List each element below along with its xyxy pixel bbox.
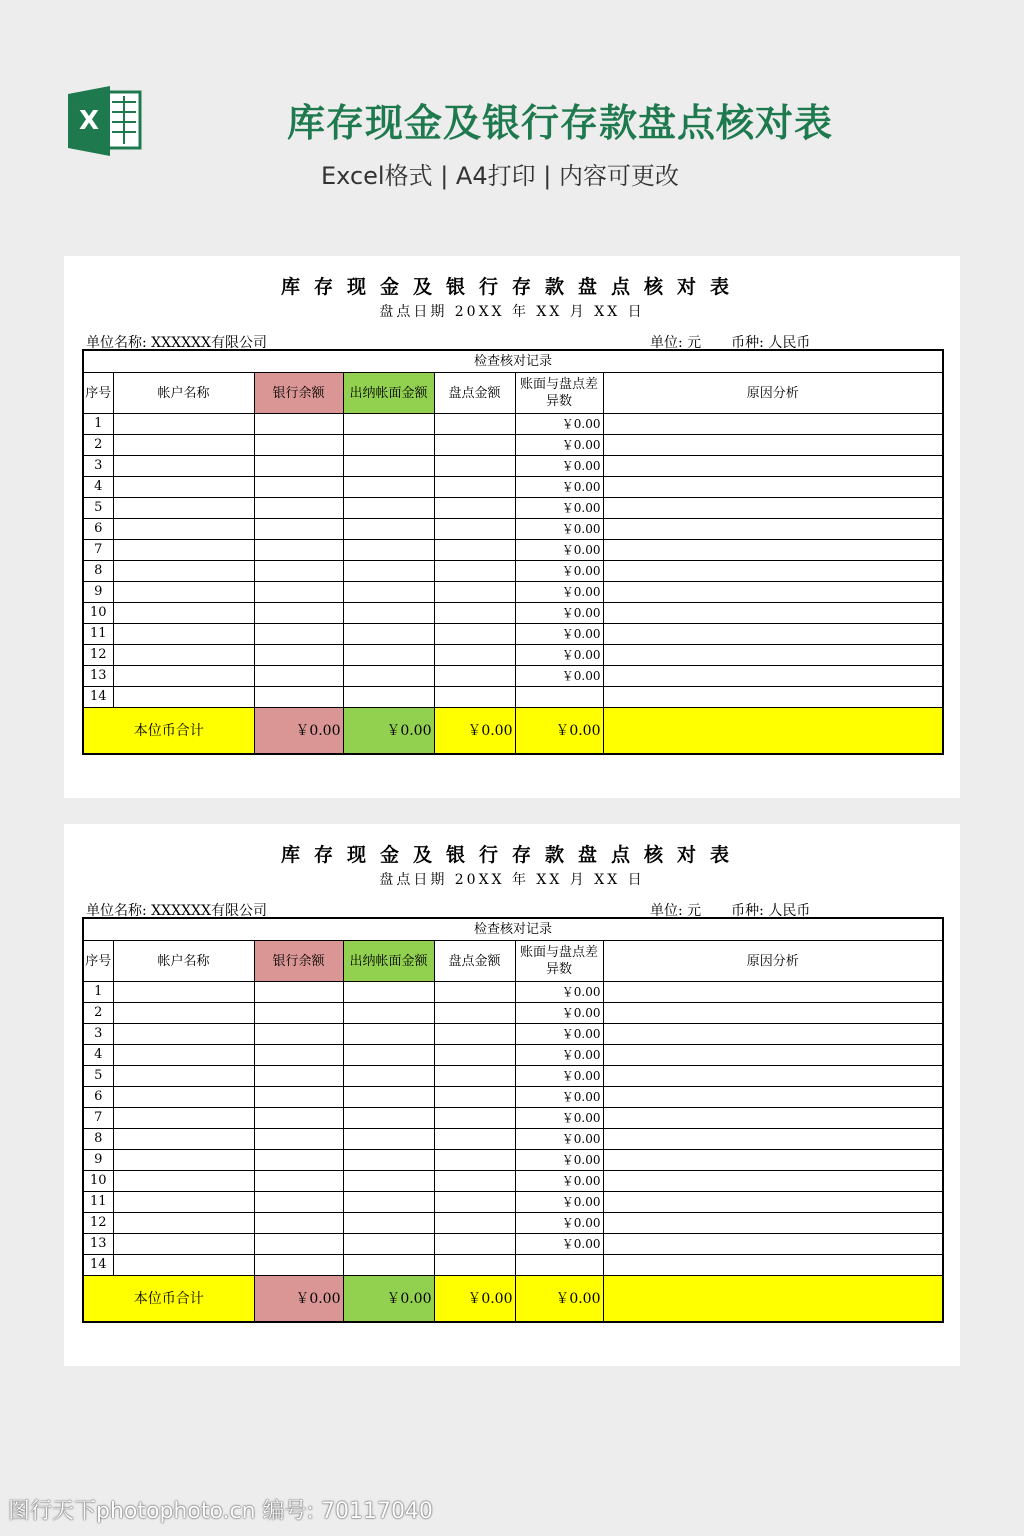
bank-balance-cell[interactable] (254, 1234, 343, 1255)
bank-balance-cell[interactable] (254, 1108, 343, 1129)
cashier-amount-cell[interactable] (343, 687, 434, 708)
caption-row (83, 918, 943, 941)
table-row (83, 1150, 943, 1171)
diff-cell: ￥0.00 (515, 1003, 603, 1024)
bank-balance-cell[interactable] (254, 1213, 343, 1234)
table-row (83, 414, 943, 435)
cashier-amount-cell[interactable] (343, 1213, 434, 1234)
cashier-amount-cell[interactable] (343, 1087, 434, 1108)
row-number: 4 (83, 1045, 113, 1066)
diff-cell: ￥0.00 (515, 1087, 603, 1108)
bank-balance-cell[interactable] (254, 456, 343, 477)
bank-balance-cell[interactable] (254, 1171, 343, 1192)
col-bank-header: 银行余额 (254, 941, 343, 982)
diff-cell: ￥0.00 (515, 1108, 603, 1129)
reconciliation-table (82, 917, 944, 1323)
count-amount-cell[interactable] (434, 687, 515, 708)
sheet-title: 库存现金及银行存款盘点核对表 (280, 276, 743, 298)
reason-cell[interactable] (603, 1213, 943, 1234)
diff-cell: ￥0.00 (515, 1171, 603, 1192)
diff-cell: ￥0.00 (515, 1024, 603, 1045)
account-cell[interactable] (113, 1045, 254, 1066)
account-cell[interactable] (113, 1234, 254, 1255)
bank-balance-cell[interactable] (254, 645, 343, 666)
account-cell[interactable] (113, 1150, 254, 1171)
col-diff-header: 账面与盘点差异数 (515, 941, 603, 982)
cashier-amount-cell[interactable] (343, 1003, 434, 1024)
row-number: 1 (83, 982, 113, 1003)
count-amount-cell[interactable] (434, 414, 515, 435)
header-row (83, 373, 943, 414)
table-row (83, 624, 943, 645)
bank-balance-cell[interactable] (254, 414, 343, 435)
bank-balance-cell[interactable] (254, 687, 343, 708)
page-subtitle: Excel格式 | A4打印 | 内容可更改 (321, 162, 679, 190)
count-amount-cell[interactable] (434, 1213, 515, 1234)
table-row (83, 1129, 943, 1150)
diff-cell: ￥0.00 (515, 666, 603, 687)
sheet-date-line: 盘点日期 20XX 年 XX 月 XX 日 (379, 304, 645, 320)
col-reason-header: 原因分析 (603, 373, 943, 414)
cashier-amount-cell[interactable] (343, 1150, 434, 1171)
total-row (83, 1276, 943, 1323)
table-row (83, 582, 943, 603)
col-account-header: 帐户名称 (113, 941, 254, 982)
table-row (83, 498, 943, 519)
row-number: 13 (83, 666, 113, 687)
total-reason (603, 1276, 943, 1323)
bank-balance-cell[interactable] (254, 1192, 343, 1213)
table-row (83, 1234, 943, 1255)
reason-cell[interactable] (603, 519, 943, 540)
row-number: 14 (83, 1255, 113, 1276)
cashier-amount-cell[interactable] (343, 1129, 434, 1150)
col-cashier-header: 出纳帐面金额 (343, 941, 434, 982)
reason-cell[interactable] (603, 624, 943, 645)
reason-cell[interactable] (603, 477, 943, 498)
account-cell[interactable] (113, 982, 254, 1003)
col-bank-header: 银行余额 (254, 373, 343, 414)
cashier-amount-cell[interactable] (343, 582, 434, 603)
count-amount-cell[interactable] (434, 603, 515, 624)
row-number: 2 (83, 1003, 113, 1024)
reason-cell[interactable] (603, 1171, 943, 1192)
unit-name: 单位名称: XXXXXX有限公司 (86, 903, 267, 919)
diff-cell: ￥0.00 (515, 435, 603, 456)
row-number: 11 (83, 1192, 113, 1213)
count-amount-cell[interactable] (434, 561, 515, 582)
table-row (83, 1003, 943, 1024)
table-row (83, 1171, 943, 1192)
reason-cell[interactable] (603, 582, 943, 603)
bank-balance-cell[interactable] (254, 1150, 343, 1171)
cashier-amount-cell[interactable] (343, 477, 434, 498)
table-caption: 检查核对记录 (83, 350, 943, 373)
count-amount-cell[interactable] (434, 1234, 515, 1255)
reason-cell[interactable] (603, 687, 943, 708)
diff-cell (515, 687, 603, 708)
total-count: ￥0.00 (434, 1276, 515, 1323)
account-cell[interactable] (113, 666, 254, 687)
col-no-header: 序号 (83, 941, 113, 982)
row-number: 12 (83, 1213, 113, 1234)
page-title: 库存现金及银行存款盘点核对表 (286, 101, 833, 145)
row-number: 3 (83, 1024, 113, 1045)
table-row (83, 1066, 943, 1087)
reconciliation-table (82, 349, 944, 755)
table-row (83, 645, 943, 666)
diff-cell: ￥0.00 (515, 645, 603, 666)
count-amount-cell[interactable] (434, 435, 515, 456)
count-amount-cell[interactable] (434, 582, 515, 603)
table-row (83, 1024, 943, 1045)
total-cashier: ￥0.00 (343, 1276, 434, 1323)
table-row (83, 435, 943, 456)
count-amount-cell[interactable] (434, 1108, 515, 1129)
row-number: 4 (83, 477, 113, 498)
bank-balance-cell[interactable] (254, 582, 343, 603)
bank-balance-cell[interactable] (254, 603, 343, 624)
page-header (0, 0, 1024, 230)
diff-cell: ￥0.00 (515, 1192, 603, 1213)
account-cell[interactable] (113, 687, 254, 708)
count-amount-cell[interactable] (434, 666, 515, 687)
row-number: 9 (83, 582, 113, 603)
col-no-header: 序号 (83, 373, 113, 414)
count-amount-cell[interactable] (434, 1150, 515, 1171)
row-number: 8 (83, 1129, 113, 1150)
reason-cell[interactable] (603, 1129, 943, 1150)
row-number: 14 (83, 687, 113, 708)
table-row (83, 1213, 943, 1234)
count-amount-cell[interactable] (434, 1066, 515, 1087)
reason-cell[interactable] (603, 1066, 943, 1087)
total-reason (603, 708, 943, 755)
bank-balance-cell[interactable] (254, 982, 343, 1003)
table-row (83, 477, 943, 498)
reason-cell[interactable] (603, 1003, 943, 1024)
row-number: 5 (83, 498, 113, 519)
count-amount-cell[interactable] (434, 456, 515, 477)
table-row (83, 519, 943, 540)
account-cell[interactable] (113, 435, 254, 456)
reason-cell[interactable] (603, 456, 943, 477)
bank-balance-cell[interactable] (254, 477, 343, 498)
row-number: 9 (83, 1150, 113, 1171)
diff-cell (515, 1255, 603, 1276)
total-diff: ￥0.00 (515, 708, 603, 755)
cashier-amount-cell[interactable] (343, 1192, 434, 1213)
count-amount-cell[interactable] (434, 624, 515, 645)
bank-balance-cell[interactable] (254, 1129, 343, 1150)
table-row (83, 1255, 943, 1276)
col-count-header: 盘点金额 (434, 373, 515, 414)
count-amount-cell[interactable] (434, 1192, 515, 1213)
count-amount-cell[interactable] (434, 1003, 515, 1024)
account-cell[interactable] (113, 1129, 254, 1150)
diff-cell: ￥0.00 (515, 982, 603, 1003)
unit-label: 单位: 元 (650, 335, 702, 351)
account-cell[interactable] (113, 624, 254, 645)
table-caption: 检查核对记录 (83, 918, 943, 941)
total-bank: ￥0.00 (254, 708, 343, 755)
table-row (83, 982, 943, 1003)
unit-name: 单位名称: XXXXXX有限公司 (86, 335, 267, 351)
count-amount-cell[interactable] (434, 519, 515, 540)
cashier-amount-cell[interactable] (343, 540, 434, 561)
sheet-1 (64, 256, 960, 798)
bank-balance-cell[interactable] (254, 498, 343, 519)
table-row (83, 666, 943, 687)
count-amount-cell[interactable] (434, 982, 515, 1003)
reason-cell[interactable] (603, 666, 943, 687)
diff-cell: ￥0.00 (515, 1129, 603, 1150)
diff-cell: ￥0.00 (515, 1234, 603, 1255)
cashier-amount-cell[interactable] (343, 645, 434, 666)
count-amount-cell[interactable] (434, 1045, 515, 1066)
account-cell[interactable] (113, 1024, 254, 1045)
table-row (83, 603, 943, 624)
reason-cell[interactable] (603, 1045, 943, 1066)
account-cell[interactable] (113, 519, 254, 540)
total-label: 本位币合计 (83, 708, 254, 755)
row-number: 13 (83, 1234, 113, 1255)
col-cashier-header: 出纳帐面金额 (343, 373, 434, 414)
cashier-amount-cell[interactable] (343, 435, 434, 456)
reason-cell[interactable] (603, 1150, 943, 1171)
count-amount-cell[interactable] (434, 540, 515, 561)
cashier-amount-cell[interactable] (343, 456, 434, 477)
reason-cell[interactable] (603, 498, 943, 519)
excel-icon (68, 86, 142, 156)
account-cell[interactable] (113, 1213, 254, 1234)
account-cell[interactable] (113, 414, 254, 435)
diff-cell: ￥0.00 (515, 1213, 603, 1234)
reason-cell[interactable] (603, 1234, 943, 1255)
account-cell[interactable] (113, 1108, 254, 1129)
diff-cell: ￥0.00 (515, 540, 603, 561)
table-row (83, 1087, 943, 1108)
reason-cell[interactable] (603, 1087, 943, 1108)
table-row (83, 1108, 943, 1129)
count-amount-cell[interactable] (434, 645, 515, 666)
sheet-title: 库存现金及银行存款盘点核对表 (280, 844, 743, 866)
total-diff: ￥0.00 (515, 1276, 603, 1323)
bank-balance-cell[interactable] (254, 666, 343, 687)
account-cell[interactable] (113, 1066, 254, 1087)
diff-cell: ￥0.00 (515, 519, 603, 540)
col-reason-header: 原因分析 (603, 941, 943, 982)
reason-cell[interactable] (603, 1108, 943, 1129)
bank-balance-cell[interactable] (254, 540, 343, 561)
reason-cell[interactable] (603, 435, 943, 456)
svg-text:X: X (78, 106, 100, 136)
account-cell[interactable] (113, 1087, 254, 1108)
account-cell[interactable] (113, 498, 254, 519)
count-amount-cell[interactable] (434, 1171, 515, 1192)
sheet-date-line: 盘点日期 20XX 年 XX 月 XX 日 (379, 872, 645, 888)
diff-cell: ￥0.00 (515, 477, 603, 498)
header-row (83, 941, 943, 982)
account-cell[interactable] (113, 1192, 254, 1213)
cashier-amount-cell[interactable] (343, 982, 434, 1003)
row-number: 12 (83, 645, 113, 666)
diff-cell: ￥0.00 (515, 456, 603, 477)
row-number: 2 (83, 435, 113, 456)
cashier-amount-cell[interactable] (343, 1171, 434, 1192)
bank-balance-cell[interactable] (254, 561, 343, 582)
account-cell[interactable] (113, 603, 254, 624)
account-cell[interactable] (113, 1255, 254, 1276)
reason-cell[interactable] (603, 645, 943, 666)
diff-cell: ￥0.00 (515, 1045, 603, 1066)
row-number: 1 (83, 414, 113, 435)
total-label: 本位币合计 (83, 1276, 254, 1323)
cashier-amount-cell[interactable] (343, 1255, 434, 1276)
bank-balance-cell[interactable] (254, 1255, 343, 1276)
diff-cell: ￥0.00 (515, 603, 603, 624)
diff-cell: ￥0.00 (515, 624, 603, 645)
count-amount-cell[interactable] (434, 1087, 515, 1108)
reason-cell[interactable] (603, 1255, 943, 1276)
bank-balance-cell[interactable] (254, 519, 343, 540)
table-row (83, 1192, 943, 1213)
total-cashier: ￥0.00 (343, 708, 434, 755)
total-row (83, 708, 943, 755)
bank-balance-cell[interactable] (254, 1003, 343, 1024)
table-row (83, 687, 943, 708)
table-row (83, 540, 943, 561)
reason-cell[interactable] (603, 1192, 943, 1213)
table-row (83, 456, 943, 477)
row-number: 10 (83, 603, 113, 624)
diff-cell: ￥0.00 (515, 498, 603, 519)
bank-balance-cell[interactable] (254, 1066, 343, 1087)
account-cell[interactable] (113, 456, 254, 477)
account-cell[interactable] (113, 477, 254, 498)
bank-balance-cell[interactable] (254, 1087, 343, 1108)
account-cell[interactable] (113, 561, 254, 582)
cashier-amount-cell[interactable] (343, 603, 434, 624)
row-number: 8 (83, 561, 113, 582)
cashier-amount-cell[interactable] (343, 666, 434, 687)
row-number: 3 (83, 456, 113, 477)
account-cell[interactable] (113, 1003, 254, 1024)
row-number: 7 (83, 540, 113, 561)
count-amount-cell[interactable] (434, 1129, 515, 1150)
reason-cell[interactable] (603, 414, 943, 435)
row-number: 10 (83, 1171, 113, 1192)
reason-cell[interactable] (603, 603, 943, 624)
cashier-amount-cell[interactable] (343, 561, 434, 582)
cashier-amount-cell[interactable] (343, 1234, 434, 1255)
col-account-header: 帐户名称 (113, 373, 254, 414)
diff-cell: ￥0.00 (515, 561, 603, 582)
count-amount-cell[interactable] (434, 498, 515, 519)
currency-label: 币种: 人民币 (731, 335, 811, 351)
col-count-header: 盘点金额 (434, 941, 515, 982)
account-cell[interactable] (113, 645, 254, 666)
total-count: ￥0.00 (434, 708, 515, 755)
bank-balance-cell[interactable] (254, 435, 343, 456)
cashier-amount-cell[interactable] (343, 519, 434, 540)
reason-cell[interactable] (603, 561, 943, 582)
col-diff-header: 账面与盘点差异数 (515, 373, 603, 414)
row-number: 6 (83, 519, 113, 540)
row-number: 7 (83, 1108, 113, 1129)
diff-cell: ￥0.00 (515, 582, 603, 603)
cashier-amount-cell[interactable] (343, 624, 434, 645)
cashier-amount-cell[interactable] (343, 414, 434, 435)
cashier-amount-cell[interactable] (343, 1108, 434, 1129)
cashier-amount-cell[interactable] (343, 1045, 434, 1066)
row-number: 5 (83, 1066, 113, 1087)
cashier-amount-cell[interactable] (343, 1024, 434, 1045)
diff-cell: ￥0.00 (515, 1066, 603, 1087)
row-number: 6 (83, 1087, 113, 1108)
watermark: 图行天下photophoto.cn 编号: 70117040 (8, 1499, 433, 1524)
account-cell[interactable] (113, 540, 254, 561)
account-cell[interactable] (113, 1171, 254, 1192)
table-row (83, 1045, 943, 1066)
cashier-amount-cell[interactable] (343, 498, 434, 519)
caption-row (83, 350, 943, 373)
table-row (83, 561, 943, 582)
bank-balance-cell[interactable] (254, 1045, 343, 1066)
currency-label: 币种: 人民币 (731, 903, 811, 919)
count-amount-cell[interactable] (434, 1024, 515, 1045)
diff-cell: ￥0.00 (515, 1150, 603, 1171)
count-amount-cell[interactable] (434, 477, 515, 498)
cashier-amount-cell[interactable] (343, 1066, 434, 1087)
count-amount-cell[interactable] (434, 1255, 515, 1276)
bank-balance-cell[interactable] (254, 1024, 343, 1045)
sheet-2 (64, 824, 960, 1366)
diff-cell: ￥0.00 (515, 414, 603, 435)
reason-cell[interactable] (603, 540, 943, 561)
row-number: 11 (83, 624, 113, 645)
total-bank: ￥0.00 (254, 1276, 343, 1323)
unit-label: 单位: 元 (650, 903, 702, 919)
reason-cell[interactable] (603, 1024, 943, 1045)
reason-cell[interactable] (603, 982, 943, 1003)
bank-balance-cell[interactable] (254, 624, 343, 645)
account-cell[interactable] (113, 582, 254, 603)
